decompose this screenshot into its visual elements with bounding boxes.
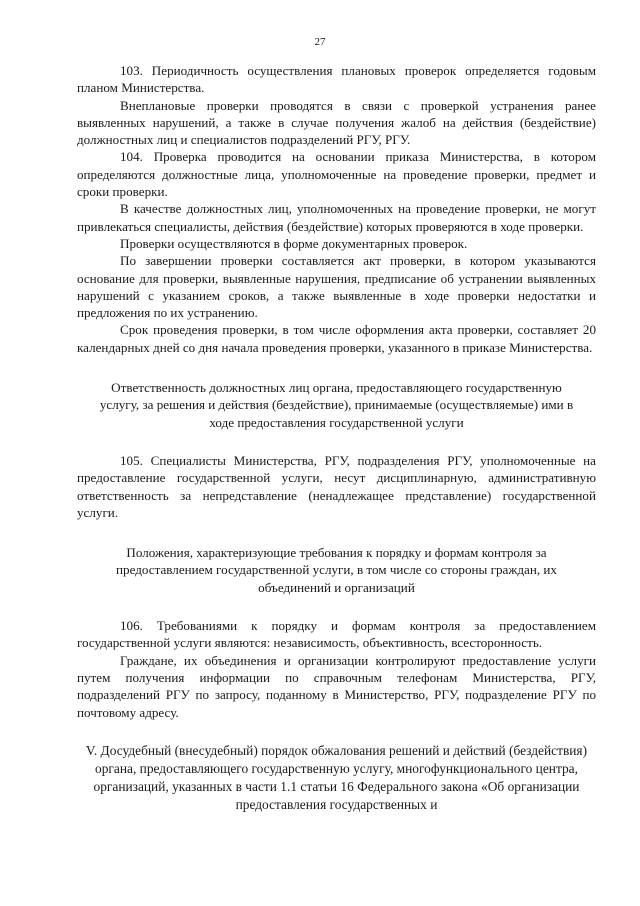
paragraph-104: 104. Проверка проводится на основании приказа Министерства, в котором определяются должностные лица, уполномоченные на проведение проверки, предмет и сроки проверки. <box>77 149 596 200</box>
paragraph-103: 103. Периодичность осуществления плановых проверок определяется годовым планом Министерства. <box>77 63 596 96</box>
section-v-heading: V. Досудебный (внесудебный) порядок обжалования решений и действий (бездействия) органа, предоставляющего государственную услугу, многофункционального центра, организаций, указанных в части 1.1 статьи 16 Федерального закона «Об организации предоставления государственных и <box>85 742 588 812</box>
page-number: 27 <box>314 36 326 48</box>
heading-responsibility: Ответственность должностных лиц органа, предоставляющего государственную услугу, за решения и действия (бездействие), принимаемые (осуществляемые) ими в ходе предоставления государственной услуги <box>99 380 574 430</box>
paragraph-106: 106. Требованиями к порядку и формам контроля за предоставлением государственной услуги являются: независимость, объективность, всесторонность. <box>77 618 596 651</box>
paragraph-citizens-control: Граждане, их объединения и организации контролируют предоставление услуги путем получения информации по справочным телефонам Министерства, РГУ, подразделений РГУ по запросу, поданному в Министерство, РГУ, подразделение РГУ по почтовому адресу. <box>77 652 596 720</box>
paragraph-inspection-term: Срок проведения проверки, в том числе оформления акта проверки, составляет 20 календарных дней со дня начала проведения проверки, указанного в приказе Министерства. <box>77 322 596 355</box>
paragraph-inspection-act: По завершении проверки составляется акт проверки, в котором указываются основание для проверки, выявленные нарушения, предписание об устранении выявленных нарушений с указанием сроков, а также выявленные в ходе проверки недостатки и предложения по их устранению. <box>77 253 596 321</box>
document-body <box>77 62 596 814</box>
paragraph-105: 105. Специалисты Министерства, РГУ, подразделения РГУ, уполномоченные на предоставление государственной услуги, несут дисциплинарную, административную ответственность за непредставление (ненадлежащее представление) государственной услуги. <box>77 452 596 520</box>
paragraph-unscheduled-inspections: Внеплановые проверки проводятся в связи с проверкой устранения ранее выявленных нарушений, а также в случае получения жалоб на действия (бездействие) должностных лиц и специалистов подразделений РГУ, РГУ. <box>77 97 596 148</box>
heading-control-requirements: Положения, характеризующие требования к порядку и формам контроля за предоставлением государственной услуги, в том числе со стороны граждан, их объединений и организаций <box>116 545 557 595</box>
paragraph-documentary-inspections: Проверки осуществляются в форме документарных проверок. <box>120 235 468 251</box>
paragraph-inspecting-officials: В качестве должностных лиц, уполномоченных на проведение проверки, не могут привлекаться специалисты, действия (бездействие) которых проверяются в ходе проверки. <box>77 201 596 234</box>
